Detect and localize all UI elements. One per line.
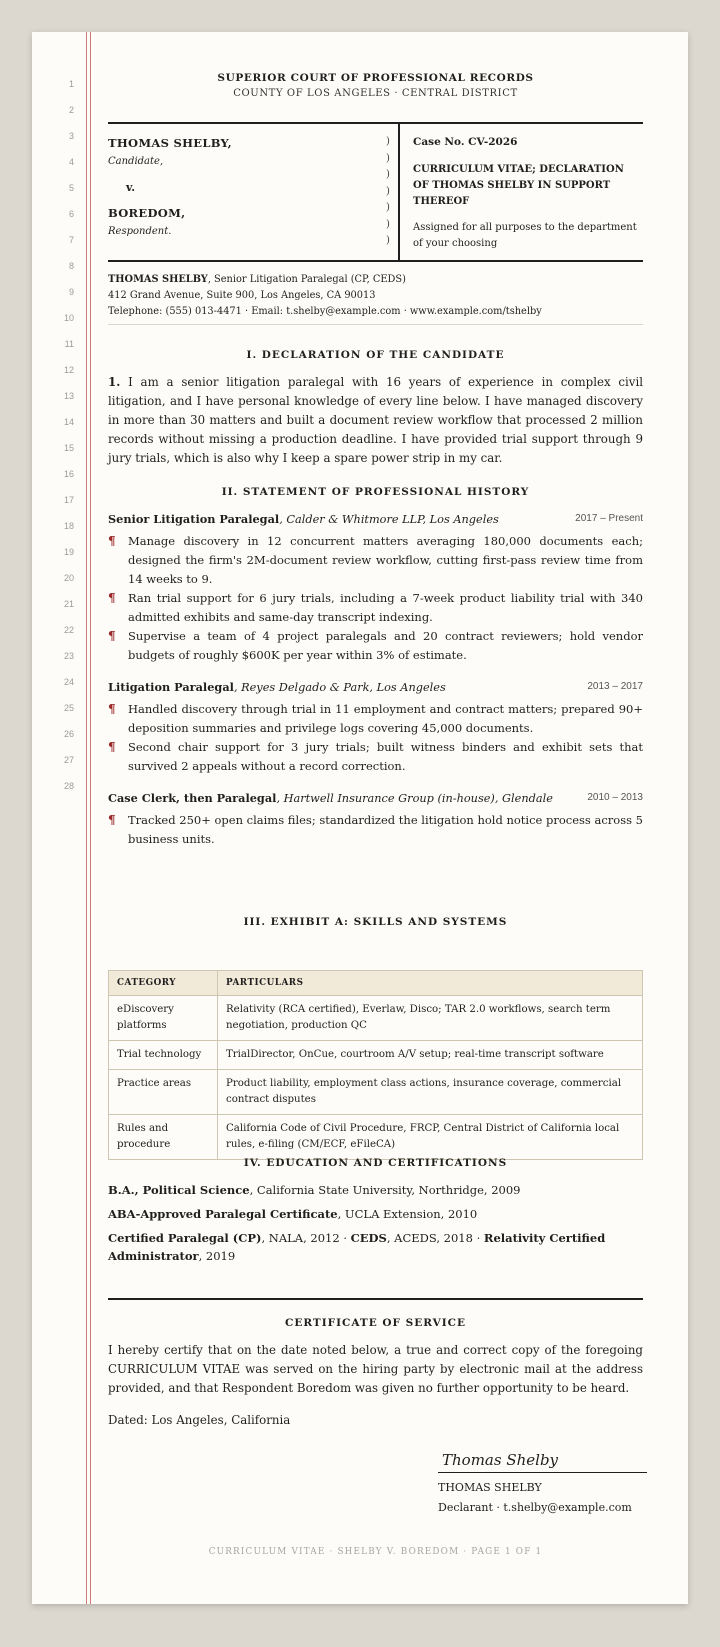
line-number: 5 <box>68 183 74 193</box>
job-dates: 2010 – 2013 <box>587 792 643 803</box>
line-number: 23 <box>63 651 74 661</box>
bullet-text: Manage discovery in 12 concurrent matters averaging 180,000 documents each; designed the firm's 2M-document review workflow, cutting first-pass review time from 14 weeks to 9. <box>128 534 643 586</box>
assignment-note: Assigned for all purposes to the department of your choosing <box>413 222 637 249</box>
paragraph-number: 1. <box>108 375 121 389</box>
caption-divider <box>398 124 400 260</box>
section-heading-education: IV. EDUCATION AND CERTIFICATIONS <box>243 1157 508 1169</box>
line-number: 9 <box>68 287 74 297</box>
job-bullet <box>108 738 643 776</box>
table-header-row <box>109 971 643 996</box>
pilcrow-icon: ¶ <box>108 534 116 548</box>
column-header: PARTICULARS <box>218 971 643 996</box>
contact-address: 412 Grand Avenue, Suite 900, Los Angeles, CA 90013 <box>108 290 376 301</box>
line-number: 3 <box>68 131 74 141</box>
education-item <box>108 1181 643 1199</box>
job-title: Litigation Paralegal <box>108 680 234 694</box>
line-number: 1 <box>68 79 74 89</box>
table-row <box>109 996 643 1041</box>
job-bullet <box>108 589 643 627</box>
table-row <box>109 1070 643 1115</box>
job-employer: , Reyes Delgado & Park, Los Angeles <box>233 681 446 694</box>
certification-detail: , 2019 <box>198 1249 236 1263</box>
line-number: 19 <box>63 547 74 557</box>
line-number: 8 <box>68 261 74 271</box>
plaintiff-role: Candidate, <box>108 156 164 167</box>
pilcrow-icon: ¶ <box>108 629 116 643</box>
line-number: 16 <box>63 469 74 479</box>
certification: CEDS <box>350 1231 387 1245</box>
signer-contact: Declarant · t.shelby@example.com <box>438 1501 632 1514</box>
pleading-paper <box>32 32 688 1604</box>
paren: ) <box>386 152 390 164</box>
table-cell: Practice areas <box>109 1070 218 1115</box>
line-number: 14 <box>63 417 74 427</box>
signer-name: THOMAS SHELBY <box>438 1481 542 1494</box>
line-number: 24 <box>63 677 74 687</box>
table-cell: Trial technology <box>109 1041 218 1070</box>
certification: Relativity Certified Administrator <box>108 1231 606 1263</box>
contact-block <box>108 272 643 320</box>
job-employer: , Hartwell Insurance Group (in-house), Glendale <box>276 792 553 805</box>
plaintiff-name: THOMAS SHELBY, <box>108 136 232 150</box>
pilcrow-icon: ¶ <box>108 591 116 605</box>
certification-detail: , NALA, 2012 · <box>261 1231 351 1245</box>
paren: ) <box>386 235 390 246</box>
contact-name-line <box>108 272 643 288</box>
skills-table <box>108 970 643 1160</box>
line-number: 11 <box>64 339 74 349</box>
line-number: 26 <box>63 729 74 739</box>
document-title: CURRICULUM VITAE; DECLARATION OF THOMAS SHELBY IN SUPPORT THEREOF <box>413 164 624 207</box>
education-item <box>108 1205 643 1223</box>
line-number: 21 <box>63 599 74 609</box>
job-header <box>108 680 643 694</box>
certificate: ABA-Approved Paralegal Certificate <box>108 1207 338 1221</box>
bullet-text: Ran trial support for 6 jury trials, including a 7-week product liability trial with 340 admitted exhibits and same-day transcript indexing. <box>128 591 643 624</box>
job-header <box>108 791 643 805</box>
table-cell: California Code of Civil Procedure, FRCP, Central District of California local rules, e-filing (CM/ECF, eFileCA) <box>218 1115 643 1160</box>
table-cell: eDiscovery platforms <box>109 996 218 1041</box>
certification-detail: , ACEDS, 2018 · <box>386 1231 484 1245</box>
job-bullet <box>108 700 643 738</box>
paren: ) <box>386 218 390 230</box>
court-header <box>108 72 643 99</box>
defendant-role: Respondent. <box>108 226 172 237</box>
defendant-name: BOREDOM, <box>108 206 186 220</box>
declaration-paragraph <box>108 373 643 468</box>
job-header <box>108 512 643 526</box>
table-row <box>109 1041 643 1070</box>
contact-telephone: Telephone: (555) 013-4471 · Email: t.shelby@example.com · www.example.com/tshelby <box>108 306 542 317</box>
job-title: Case Clerk, then Paralegal <box>108 791 277 805</box>
page-footer: CURRICULUM VITAE · SHELBY V. BOREDOM · PAGE 1 OF 1 <box>208 1547 543 1557</box>
pilcrow-icon: ¶ <box>108 813 116 827</box>
education-item <box>108 1229 643 1265</box>
paren: ) <box>386 202 390 213</box>
line-number: 20 <box>63 573 74 583</box>
service-dated: Dated: Los Angeles, California <box>108 1413 291 1427</box>
line-number: 2 <box>68 105 74 115</box>
case-number: Case No. CV-2026 <box>413 136 518 148</box>
line-number: 15 <box>63 443 74 453</box>
margin-rule <box>90 32 91 1604</box>
caption-case-info <box>413 136 643 252</box>
job-bullet <box>108 811 643 849</box>
caption-parentheses <box>386 134 390 250</box>
contact-title: , Senior Litigation Paralegal (CP, CEDS) <box>207 274 406 285</box>
line-number: 25 <box>63 703 74 713</box>
divider <box>108 324 643 325</box>
table-cell: Rules and procedure <box>109 1115 218 1160</box>
certificate-detail: , UCLA Extension, 2010 <box>337 1207 478 1221</box>
court-district: COUNTY OF LOS ANGELES · CENTRAL DISTRICT <box>233 88 518 99</box>
job-dates: 2013 – 2017 <box>587 681 643 692</box>
certification: Certified Paralegal (CP) <box>108 1231 262 1245</box>
margin-rule <box>86 32 87 1604</box>
court-name: SUPERIOR COURT OF PROFESSIONAL RECORDS <box>217 72 534 84</box>
job-bullet <box>108 532 643 589</box>
line-number: 4 <box>68 157 74 167</box>
pilcrow-icon: ¶ <box>108 740 116 754</box>
job-employer: , Calder & Whitmore LLP, Los Angeles <box>279 513 499 526</box>
line-number: 6 <box>68 209 74 219</box>
line-number: 18 <box>63 521 74 531</box>
table-cell: TrialDirector, OnCue, courtroom A/V setup; real-time transcript software <box>218 1041 643 1070</box>
line-number: 22 <box>63 625 74 635</box>
line-number: 27 <box>63 755 74 765</box>
bullet-text: Tracked 250+ open claims files; standardized the litigation hold notice process across 5 business units. <box>128 813 643 846</box>
degree: B.A., Political Science <box>108 1183 250 1197</box>
caption-parties <box>108 136 378 237</box>
versus: v. <box>126 181 136 194</box>
line-number: 17 <box>63 495 74 505</box>
pilcrow-icon: ¶ <box>108 702 116 716</box>
divider <box>108 1298 643 1300</box>
certificate-of-service-heading: CERTIFICATE OF SERVICE <box>284 1317 466 1329</box>
contact-name: THOMAS SHELBY <box>108 274 208 285</box>
paren: ) <box>386 185 390 197</box>
line-number: 13 <box>63 391 74 401</box>
bullet-text: Supervise a team of 4 project paralegals and 20 contract reviewers; hold vendor budgets of roughly $600K per year within 3% of estimate. <box>128 629 643 662</box>
service-paragraph: I hereby certify that on the date noted below, a true and correct copy of the foregoing CURRICULUM VITAE was served on the hiring party by electronic mail at the address provided, and that Respondent Boredom was given no further opportunity to be heard. <box>108 1343 643 1395</box>
section-heading-skills: III. EXHIBIT A: SKILLS AND SYSTEMS <box>243 916 508 928</box>
case-caption <box>108 122 643 262</box>
section-heading-history: II. STATEMENT OF PROFESSIONAL HISTORY <box>221 486 530 498</box>
paren: ) <box>386 169 390 180</box>
line-number: 28 <box>63 781 74 791</box>
table-cell: Product liability, employment class actions, insurance coverage, commercial contract disputes <box>218 1070 643 1115</box>
line-number: 7 <box>68 235 74 245</box>
table-row <box>109 1115 643 1160</box>
job-title: Senior Litigation Paralegal <box>108 512 280 526</box>
line-number: 12 <box>63 365 74 375</box>
column-header: CATEGORY <box>109 971 218 996</box>
bullet-text: Second chair support for 3 jury trials; built witness binders and exhibit sets that survived 2 appeals without a record correction. <box>128 740 643 773</box>
section-heading-declaration: I. DECLARATION OF THE CANDIDATE <box>246 349 505 361</box>
table-cell: Relativity (RCA certified), Everlaw, Disco; TAR 2.0 workflows, search term negotiation, production QC <box>218 996 643 1041</box>
bullet-text: Handled discovery through trial in 11 employment and contract matters; prepared 90+ deposition summaries and privilege logs covering 45,000 documents. <box>128 702 643 735</box>
paren: ) <box>386 136 390 147</box>
signature: Thomas Shelby <box>438 1451 647 1473</box>
job-bullet <box>108 627 643 665</box>
degree-detail: , California State University, Northridge, 2009 <box>249 1183 521 1197</box>
declaration-text: I am a senior litigation paralegal with 16 years of experience in complex civil litigation, and I have personal knowledge of every line below. I have managed discovery in more than 30 matters and built a document review workflow that processed 2 million records without missing a production deadline. I have provided trial support through 9 jury trials, which is also why I keep a spare power strip in my car. <box>108 375 644 465</box>
job-dates: 2017 – Present <box>575 513 643 524</box>
line-number: 10 <box>63 313 74 323</box>
